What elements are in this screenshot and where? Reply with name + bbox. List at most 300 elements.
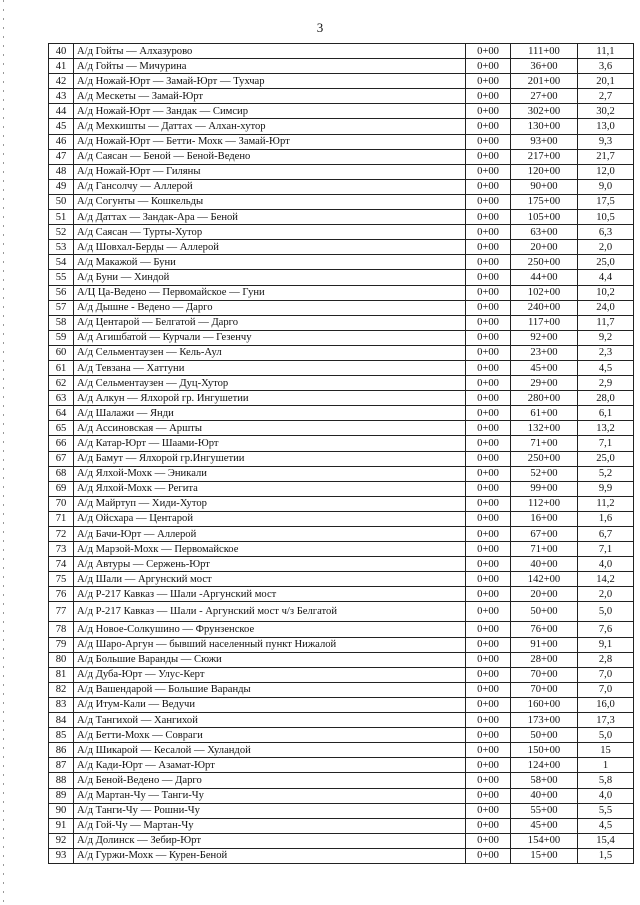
row-number-cell: 62 [49, 376, 74, 391]
start-km-cell: 0+00 [466, 74, 511, 89]
length-km-cell: 5,0 [578, 602, 634, 622]
start-km-cell: 0+00 [466, 743, 511, 758]
end-km-cell: 70+00 [511, 667, 578, 682]
length-km-cell: 17,3 [578, 713, 634, 728]
start-km-cell: 0+00 [466, 481, 511, 496]
row-number-cell: 93 [49, 848, 74, 863]
end-km-cell: 102+00 [511, 285, 578, 300]
row-number-cell: 63 [49, 391, 74, 406]
road-name-cell: А/д Шовхал-Берды — Аллерой [74, 240, 466, 255]
start-km-cell: 0+00 [466, 728, 511, 743]
road-name-cell: А/д Ялхой-Мохк — Регита [74, 481, 466, 496]
start-km-cell: 0+00 [466, 572, 511, 587]
end-km-cell: 44+00 [511, 270, 578, 285]
start-km-cell: 0+00 [466, 270, 511, 285]
end-km-cell: 120+00 [511, 164, 578, 179]
start-km-cell: 0+00 [466, 542, 511, 557]
road-name-cell: А/д Бетти-Мохк — Совраги [74, 728, 466, 743]
table-row [49, 788, 634, 803]
start-km-cell: 0+00 [466, 194, 511, 209]
row-number-cell: 45 [49, 119, 74, 134]
length-km-cell: 13,0 [578, 119, 634, 134]
row-number-cell: 76 [49, 587, 74, 602]
length-km-cell: 7,1 [578, 542, 634, 557]
table-row [49, 376, 634, 391]
road-name-cell: А/д Саясан — Турты-Хутор [74, 225, 466, 240]
start-km-cell: 0+00 [466, 788, 511, 803]
row-number-cell: 49 [49, 179, 74, 194]
end-km-cell: 105+00 [511, 210, 578, 225]
end-km-cell: 99+00 [511, 481, 578, 496]
length-km-cell: 10,5 [578, 210, 634, 225]
table-row [49, 511, 634, 526]
table-row [49, 602, 634, 622]
road-name-cell: А/д Сельментаузен — Дуц-Хутор [74, 376, 466, 391]
end-km-cell: 40+00 [511, 788, 578, 803]
start-km-cell: 0+00 [466, 587, 511, 602]
table-row [49, 74, 634, 89]
table-row [49, 315, 634, 330]
length-km-cell: 15,4 [578, 833, 634, 848]
table-row [49, 572, 634, 587]
table-row [49, 451, 634, 466]
length-km-cell: 1,5 [578, 848, 634, 863]
row-number-cell: 84 [49, 713, 74, 728]
length-km-cell: 7,1 [578, 436, 634, 451]
row-number-cell: 57 [49, 300, 74, 315]
end-km-cell: 124+00 [511, 758, 578, 773]
end-km-cell: 91+00 [511, 637, 578, 652]
road-name-cell: А/д Гойты — Мичурина [74, 59, 466, 74]
row-number-cell: 80 [49, 652, 74, 667]
table-row [49, 345, 634, 360]
length-km-cell: 20,1 [578, 74, 634, 89]
road-name-cell: А/д Бамут — Ялхорой гр.Ингушетии [74, 451, 466, 466]
road-name-cell: А/д Даттах — Зандак-Ара — Беной [74, 210, 466, 225]
start-km-cell: 0+00 [466, 179, 511, 194]
start-km-cell: 0+00 [466, 421, 511, 436]
row-number-cell: 77 [49, 602, 74, 622]
table-row [49, 637, 634, 652]
length-km-cell: 4,0 [578, 788, 634, 803]
row-number-cell: 86 [49, 743, 74, 758]
start-km-cell: 0+00 [466, 104, 511, 119]
start-km-cell: 0+00 [466, 758, 511, 773]
start-km-cell: 0+00 [466, 360, 511, 375]
row-number-cell: 40 [49, 44, 74, 59]
row-number-cell: 53 [49, 240, 74, 255]
table-row [49, 652, 634, 667]
row-number-cell: 81 [49, 667, 74, 682]
length-km-cell: 9,0 [578, 179, 634, 194]
row-number-cell: 52 [49, 225, 74, 240]
table-row [49, 667, 634, 682]
end-km-cell: 61+00 [511, 406, 578, 421]
start-km-cell: 0+00 [466, 848, 511, 863]
road-name-cell: А/д Мартан-Чу — Танги-Чу [74, 788, 466, 803]
road-name-cell: А/д Катар-Юрт — Шаами-Юрт [74, 436, 466, 451]
row-number-cell: 71 [49, 511, 74, 526]
length-km-cell: 30,2 [578, 104, 634, 119]
row-number-cell: 66 [49, 436, 74, 451]
start-km-cell: 0+00 [466, 436, 511, 451]
length-km-cell: 9,9 [578, 481, 634, 496]
road-name-cell: А/д Долинск — Зебир-Юрт [74, 833, 466, 848]
start-km-cell: 0+00 [466, 803, 511, 818]
start-km-cell: 0+00 [466, 451, 511, 466]
road-name-cell: А/д Тангихой — Хангихой [74, 713, 466, 728]
start-km-cell: 0+00 [466, 697, 511, 712]
length-km-cell: 17,5 [578, 194, 634, 209]
length-km-cell: 5,5 [578, 803, 634, 818]
road-name-cell: А/д Тевзана — Хаттуни [74, 360, 466, 375]
start-km-cell: 0+00 [466, 527, 511, 542]
start-km-cell: 0+00 [466, 496, 511, 511]
end-km-cell: 201+00 [511, 74, 578, 89]
table-row [49, 743, 634, 758]
road-name-cell: А/д Вашендарой — Большие Варанды [74, 682, 466, 697]
length-km-cell: 21,7 [578, 149, 634, 164]
road-name-cell: А/д Ялхой-Мохк — Эникали [74, 466, 466, 481]
end-km-cell: 20+00 [511, 587, 578, 602]
row-number-cell: 41 [49, 59, 74, 74]
end-km-cell: 150+00 [511, 743, 578, 758]
end-km-cell: 217+00 [511, 149, 578, 164]
road-name-cell: А/д Гой-Чу — Мартан-Чу [74, 818, 466, 833]
length-km-cell: 6,7 [578, 527, 634, 542]
row-number-cell: 67 [49, 451, 74, 466]
end-km-cell: 90+00 [511, 179, 578, 194]
end-km-cell: 55+00 [511, 803, 578, 818]
row-number-cell: 43 [49, 89, 74, 104]
row-number-cell: 73 [49, 542, 74, 557]
end-km-cell: 40+00 [511, 557, 578, 572]
road-name-cell: А/д Сельментаузен — Кель-Аул [74, 345, 466, 360]
table-row [49, 240, 634, 255]
end-km-cell: 27+00 [511, 89, 578, 104]
end-km-cell: 117+00 [511, 315, 578, 330]
row-number-cell: 56 [49, 285, 74, 300]
table-row [49, 44, 634, 59]
table-row [49, 833, 634, 848]
row-number-cell: 88 [49, 773, 74, 788]
table-row [49, 225, 634, 240]
length-km-cell: 25,0 [578, 255, 634, 270]
end-km-cell: 36+00 [511, 59, 578, 74]
table-row [49, 436, 634, 451]
length-km-cell: 15 [578, 743, 634, 758]
end-km-cell: 20+00 [511, 240, 578, 255]
road-name-cell: А/д Шикарой — Кесалой — Хуландой [74, 743, 466, 758]
start-km-cell: 0+00 [466, 255, 511, 270]
length-km-cell: 7,0 [578, 667, 634, 682]
end-km-cell: 63+00 [511, 225, 578, 240]
road-name-cell: А/д Ножай-Юрт — Гиляны [74, 164, 466, 179]
road-name-cell: А/д Агишбатой — Курчали — Гезенчу [74, 330, 466, 345]
road-name-cell: А/д Р-217 Кавказ — Шали -Аргунский мост [74, 587, 466, 602]
end-km-cell: 93+00 [511, 134, 578, 149]
table-row [49, 697, 634, 712]
table-row [49, 406, 634, 421]
end-km-cell: 240+00 [511, 300, 578, 315]
table-row [49, 728, 634, 743]
start-km-cell: 0+00 [466, 773, 511, 788]
table-row [49, 542, 634, 557]
row-number-cell: 59 [49, 330, 74, 345]
end-km-cell: 28+00 [511, 652, 578, 667]
roads-table [48, 43, 634, 864]
row-number-cell: 68 [49, 466, 74, 481]
table-row [49, 119, 634, 134]
start-km-cell: 0+00 [466, 376, 511, 391]
row-number-cell: 58 [49, 315, 74, 330]
row-number-cell: 78 [49, 622, 74, 637]
start-km-cell: 0+00 [466, 818, 511, 833]
road-name-cell: А/д Гуржи-Мохк — Курен-Беной [74, 848, 466, 863]
end-km-cell: 302+00 [511, 104, 578, 119]
length-km-cell: 2,9 [578, 376, 634, 391]
start-km-cell: 0+00 [466, 622, 511, 637]
length-km-cell: 14,2 [578, 572, 634, 587]
table-row [49, 300, 634, 315]
table-row [49, 803, 634, 818]
row-number-cell: 91 [49, 818, 74, 833]
row-number-cell: 44 [49, 104, 74, 119]
start-km-cell: 0+00 [466, 315, 511, 330]
table-row [49, 818, 634, 833]
table-row [49, 557, 634, 572]
end-km-cell: 112+00 [511, 496, 578, 511]
scan-edge [3, 0, 4, 905]
row-number-cell: 47 [49, 149, 74, 164]
length-km-cell: 5,8 [578, 773, 634, 788]
table-row [49, 89, 634, 104]
road-name-cell: А/д Согунты — Кошкельды [74, 194, 466, 209]
length-km-cell: 25,0 [578, 451, 634, 466]
row-number-cell: 51 [49, 210, 74, 225]
road-name-cell: А/д Бачи-Юрт — Аллерой [74, 527, 466, 542]
length-km-cell: 2,8 [578, 652, 634, 667]
end-km-cell: 50+00 [511, 728, 578, 743]
row-number-cell: 55 [49, 270, 74, 285]
page-number: 3 [316, 20, 324, 35]
start-km-cell: 0+00 [466, 210, 511, 225]
length-km-cell: 7,0 [578, 682, 634, 697]
table-row [49, 285, 634, 300]
road-name-cell: А/д Танги-Чу — Рошни-Чу [74, 803, 466, 818]
length-km-cell: 28,0 [578, 391, 634, 406]
table-row [49, 194, 634, 209]
row-number-cell: 79 [49, 637, 74, 652]
row-number-cell: 74 [49, 557, 74, 572]
road-name-cell: А/д Дышне - Ведено — Дарго [74, 300, 466, 315]
start-km-cell: 0+00 [466, 240, 511, 255]
start-km-cell: 0+00 [466, 149, 511, 164]
length-km-cell: 16,0 [578, 697, 634, 712]
road-name-cell: А/д Дуба-Юрт — Улус-Керт [74, 667, 466, 682]
length-km-cell: 6,3 [578, 225, 634, 240]
end-km-cell: 76+00 [511, 622, 578, 637]
road-name-cell: А/д Ойсхара — Центарой [74, 511, 466, 526]
row-number-cell: 90 [49, 803, 74, 818]
start-km-cell: 0+00 [466, 406, 511, 421]
row-number-cell: 69 [49, 481, 74, 496]
table-row [49, 391, 634, 406]
start-km-cell: 0+00 [466, 345, 511, 360]
table-row [49, 330, 634, 345]
end-km-cell: 58+00 [511, 773, 578, 788]
start-km-cell: 0+00 [466, 44, 511, 59]
table-row [49, 255, 634, 270]
start-km-cell: 0+00 [466, 682, 511, 697]
table-row [49, 758, 634, 773]
end-km-cell: 173+00 [511, 713, 578, 728]
length-km-cell: 2,0 [578, 240, 634, 255]
table-row [49, 179, 634, 194]
start-km-cell: 0+00 [466, 833, 511, 848]
start-km-cell: 0+00 [466, 119, 511, 134]
road-name-cell: А/д Р-217 Кавказ — Шали - Аргунский мост ч/з Белгатой [74, 602, 466, 622]
end-km-cell: 70+00 [511, 682, 578, 697]
road-name-cell: А/д Ножай-Юрт — Бетти- Мохк — Замай-Юрт [74, 134, 466, 149]
road-name-cell: А/д Буни — Хиндой [74, 270, 466, 285]
table-row [49, 496, 634, 511]
start-km-cell: 0+00 [466, 637, 511, 652]
start-km-cell: 0+00 [466, 667, 511, 682]
length-km-cell: 5,2 [578, 466, 634, 481]
length-km-cell: 24,0 [578, 300, 634, 315]
length-km-cell: 9,1 [578, 637, 634, 652]
start-km-cell: 0+00 [466, 59, 511, 74]
end-km-cell: 45+00 [511, 818, 578, 833]
table-row [49, 848, 634, 863]
road-name-cell: А/Ц Ца-Ведено — Первомайское — Гуни [74, 285, 466, 300]
table-row [49, 360, 634, 375]
end-km-cell: 130+00 [511, 119, 578, 134]
table-row [49, 622, 634, 637]
road-name-cell: А/д Ассиновская — Аршты [74, 421, 466, 436]
start-km-cell: 0+00 [466, 713, 511, 728]
end-km-cell: 132+00 [511, 421, 578, 436]
road-name-cell: А/д Беной-Ведено — Дарго [74, 773, 466, 788]
row-number-cell: 87 [49, 758, 74, 773]
row-number-cell: 60 [49, 345, 74, 360]
end-km-cell: 111+00 [511, 44, 578, 59]
road-name-cell: А/д Ножай-Юрт — Замай-Юрт — Тухчар [74, 74, 466, 89]
end-km-cell: 92+00 [511, 330, 578, 345]
table-row [49, 270, 634, 285]
row-number-cell: 70 [49, 496, 74, 511]
row-number-cell: 89 [49, 788, 74, 803]
row-number-cell: 54 [49, 255, 74, 270]
length-km-cell: 11,7 [578, 315, 634, 330]
table-row [49, 466, 634, 481]
start-km-cell: 0+00 [466, 285, 511, 300]
table-row [49, 149, 634, 164]
start-km-cell: 0+00 [466, 391, 511, 406]
length-km-cell: 11,1 [578, 44, 634, 59]
start-km-cell: 0+00 [466, 602, 511, 622]
row-number-cell: 42 [49, 74, 74, 89]
end-km-cell: 45+00 [511, 360, 578, 375]
length-km-cell: 1,6 [578, 511, 634, 526]
table-row [49, 421, 634, 436]
length-km-cell: 13,2 [578, 421, 634, 436]
road-name-cell: А/д Шали — Аргунский мост [74, 572, 466, 587]
road-name-cell: А/д Мескеты — Замай-Юрт [74, 89, 466, 104]
length-km-cell: 12,0 [578, 164, 634, 179]
end-km-cell: 15+00 [511, 848, 578, 863]
end-km-cell: 160+00 [511, 697, 578, 712]
start-km-cell: 0+00 [466, 225, 511, 240]
start-km-cell: 0+00 [466, 652, 511, 667]
end-km-cell: 71+00 [511, 542, 578, 557]
road-name-cell: А/д Новое-Солкушино — Фрунзенское [74, 622, 466, 637]
length-km-cell: 4,5 [578, 360, 634, 375]
length-km-cell: 2,7 [578, 89, 634, 104]
length-km-cell: 2,0 [578, 587, 634, 602]
length-km-cell: 6,1 [578, 406, 634, 421]
table-row [49, 527, 634, 542]
road-name-cell: А/д Мехкишты — Даттах — Алхан-хутор [74, 119, 466, 134]
length-km-cell: 4,4 [578, 270, 634, 285]
length-km-cell: 2,3 [578, 345, 634, 360]
road-name-cell: А/д Марзой-Мохк — Первомайское [74, 542, 466, 557]
table-row [49, 59, 634, 74]
road-name-cell: А/д Ножай-Юрт — Зандак — Симсир [74, 104, 466, 119]
length-km-cell: 11,2 [578, 496, 634, 511]
end-km-cell: 142+00 [511, 572, 578, 587]
end-km-cell: 250+00 [511, 451, 578, 466]
length-km-cell: 4,5 [578, 818, 634, 833]
road-name-cell: А/д Саясан — Беной — Беной-Ведено [74, 149, 466, 164]
table-row [49, 104, 634, 119]
row-number-cell: 85 [49, 728, 74, 743]
row-number-cell: 83 [49, 697, 74, 712]
road-name-cell: А/д Кади-Юрт — Азамат-Юрт [74, 758, 466, 773]
road-name-cell: А/д Большие Варанды — Сюжи [74, 652, 466, 667]
length-km-cell: 9,2 [578, 330, 634, 345]
end-km-cell: 71+00 [511, 436, 578, 451]
table-row [49, 773, 634, 788]
table-row [49, 587, 634, 602]
length-km-cell: 5,0 [578, 728, 634, 743]
table-row [49, 481, 634, 496]
road-name-cell: А/д Автуры — Сержень-Юрт [74, 557, 466, 572]
table-row [49, 210, 634, 225]
row-number-cell: 46 [49, 134, 74, 149]
table-row [49, 134, 634, 149]
start-km-cell: 0+00 [466, 557, 511, 572]
row-number-cell: 48 [49, 164, 74, 179]
length-km-cell: 10,2 [578, 285, 634, 300]
road-name-cell: А/д Итум-Кали — Ведучи [74, 697, 466, 712]
road-name-cell: А/д Алкун — Ялхорой гр. Ингушетии [74, 391, 466, 406]
end-km-cell: 16+00 [511, 511, 578, 526]
start-km-cell: 0+00 [466, 89, 511, 104]
road-name-cell: А/д Шалажи — Янди [74, 406, 466, 421]
table-row [49, 682, 634, 697]
start-km-cell: 0+00 [466, 511, 511, 526]
end-km-cell: 52+00 [511, 466, 578, 481]
length-km-cell: 7,6 [578, 622, 634, 637]
table-row [49, 164, 634, 179]
road-name-cell: А/д Гансолчу — Аллерой [74, 179, 466, 194]
start-km-cell: 0+00 [466, 466, 511, 481]
end-km-cell: 50+00 [511, 602, 578, 622]
road-name-cell: А/д Майртуп — Хиди-Хутор [74, 496, 466, 511]
row-number-cell: 75 [49, 572, 74, 587]
